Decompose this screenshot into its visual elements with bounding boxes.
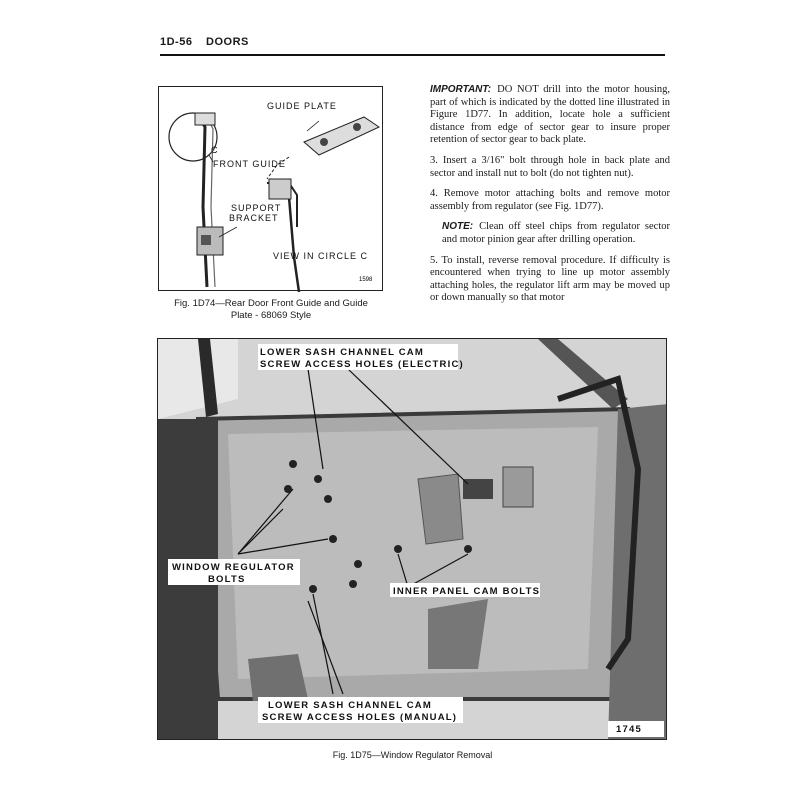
note-label: NOTE: <box>442 221 474 233</box>
label-guide-plate: GUIDE PLATE <box>267 101 337 111</box>
caption-1d74-line1: Fig. 1D74—Rear Door Front Guide and Guide <box>174 298 368 309</box>
note-body: Clean off steel chips from regulator sector and motor pinion gear after drilling operation. <box>442 221 670 245</box>
page-header <box>160 36 249 48</box>
header-rule <box>160 54 665 56</box>
figure-code-1745: 1745 <box>616 724 642 735</box>
front-guide-illustration <box>159 87 384 292</box>
note-paragraph <box>430 221 670 246</box>
figure-1d75 <box>157 338 667 740</box>
label-bracket: BRACKET <box>229 213 279 223</box>
door-panel-photo <box>158 339 667 740</box>
caption-1d74-line2: Plate - 68069 Style <box>230 310 312 321</box>
important-paragraph <box>430 84 670 147</box>
figure-1d74 <box>158 86 383 291</box>
label-regulator-line2: BOLTS <box>208 574 246 585</box>
instructions-text <box>430 84 670 313</box>
step-4: 4. Remove motor attaching bolts and remove motor assembly from regulator (see Fig. 1D77). <box>430 188 670 212</box>
label-manual-line2: SCREW ACCESS HOLES (MANUAL) <box>262 712 458 723</box>
label-inner-panel-cam-bolts: INNER PANEL CAM BOLTS <box>393 586 541 597</box>
step-5: 5. To install, reverse removal procedure. If difficulty is encountered when trying to line up motor assembly attaching holes, the regulator lift arm may be moved up or down manually so that motor <box>430 254 670 304</box>
figure-code-1598: 1598 <box>359 277 373 283</box>
label-regulator-line1: WINDOW REGULATOR <box>172 562 295 573</box>
label-electric-line1: LOWER SASH CHANNEL CAM <box>260 347 424 358</box>
caption-1d75: Fig. 1D75—Window Regulator Removal <box>332 750 493 760</box>
label-support: SUPPORT <box>231 203 282 213</box>
label-electric-line2: SCREW ACCESS HOLES (ELECTRIC) <box>260 359 464 370</box>
page-number: 1D-56 <box>160 36 193 48</box>
label-front-guide: FRONT GUIDE <box>213 159 286 169</box>
step-3: 3. Insert a 3/16" bolt through hole in back plate and sector and install nut to bolt (do not tighten nut). <box>430 154 670 179</box>
important-label: IMPORTANT: <box>430 84 492 95</box>
section-title: DOORS <box>206 36 249 48</box>
label-manual-line1: LOWER SASH CHANNEL CAM <box>268 700 432 711</box>
label-view-circle-c: VIEW IN CIRCLE C <box>273 251 369 261</box>
caption-1d74 <box>160 298 382 322</box>
label-circle-c: C <box>211 145 219 155</box>
important-body: DO NOT drill into the motor housing, part of which is indicated by the dotted line illustrated in Figure 1D77. In addition, locate hole a sufficient distance from edge of sector gear to insure proper retention of sector gear to back plate. <box>430 84 670 146</box>
